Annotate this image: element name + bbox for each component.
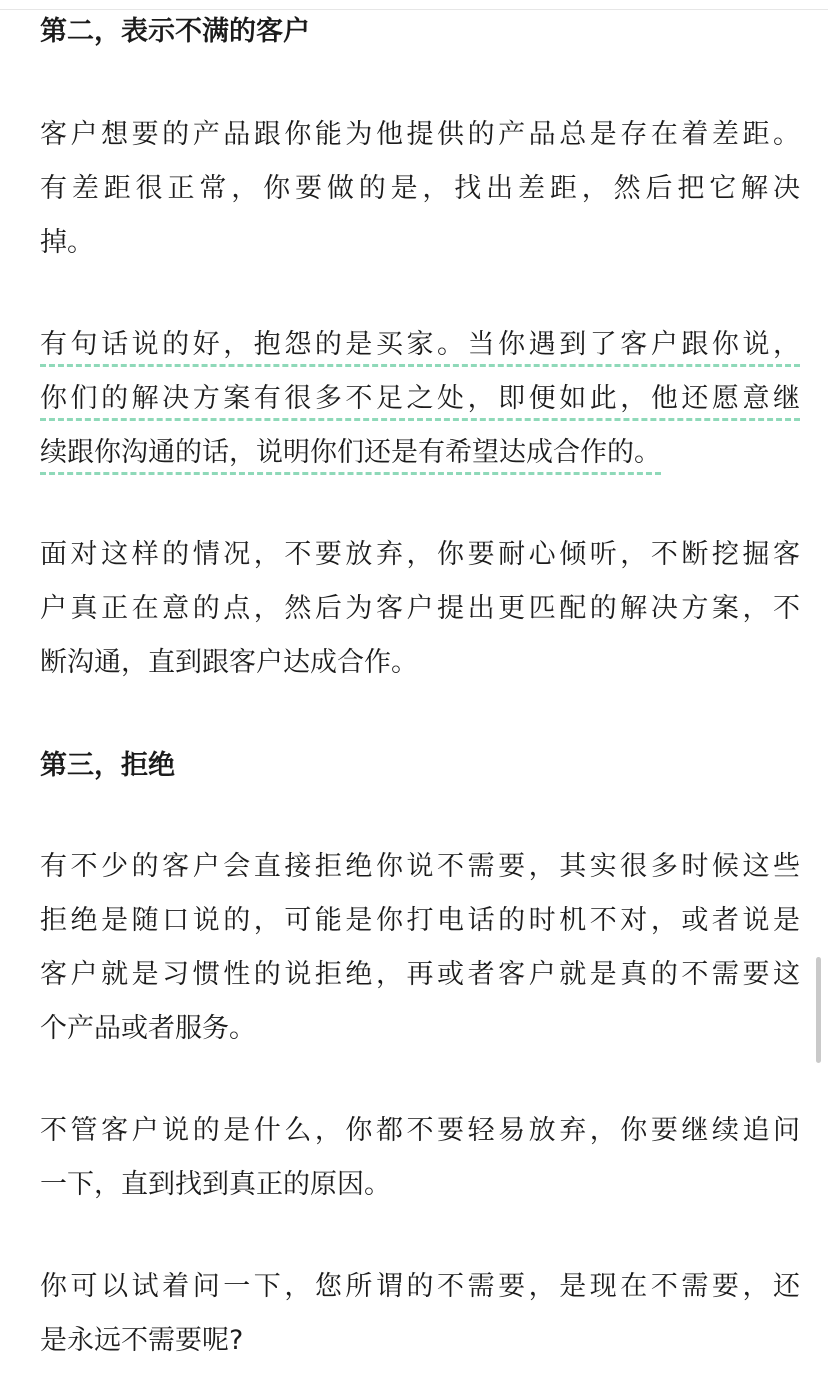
- paragraph-4: [40, 840, 800, 1056]
- paragraph-2-highlighted[interactable]: [40, 318, 800, 480]
- paragraph-line: 个产品或者服务。: [40, 1013, 256, 1044]
- paragraph-line: 不管客户说的是什么，你都不要轻易放弃，你要继续追问: [40, 1115, 800, 1146]
- paragraph-line: 有差距很正常，你要做的是，找出差距，然后把它解决: [40, 173, 800, 204]
- paragraph-line: 有不少的客户会直接拒绝你说不需要，其实很多时候这些: [40, 851, 800, 882]
- paragraph-line: 面对这样的情况，不要放弃，你要耐心倾听，不断挖掘客: [40, 539, 800, 570]
- scrollbar-thumb[interactable]: [816, 957, 821, 1063]
- paragraph-line: [40, 372, 800, 426]
- section-heading-3: 第三，拒绝: [40, 750, 175, 781]
- paragraph-line: 拒绝是随口说的，可能是你打电话的时机不对，或者说是: [40, 905, 800, 936]
- paragraph-line: 断沟通，直到跟客户达成合作。: [40, 647, 418, 678]
- paragraph-line: [40, 318, 800, 372]
- top-divider: [0, 9, 828, 10]
- paragraph-line: 掉。: [40, 227, 94, 258]
- paragraph-line: 户真正在意的点，然后为客户提出更匹配的解决方案，不: [40, 593, 800, 624]
- paragraph-line: 一下，直到找到真正的原因。: [40, 1169, 391, 1200]
- section-heading-2: 第二，表示不满的客户: [40, 16, 310, 47]
- paragraph-line: 客户就是习惯性的说拒绝，再或者客户就是真的不需要这: [40, 959, 800, 990]
- paragraph-1: [40, 108, 800, 270]
- paragraph-6: [40, 1260, 800, 1368]
- highlighted-text[interactable]: 续跟你沟通的话，说明你们还是有希望达成合作的。: [40, 437, 661, 475]
- paragraph-line: 你可以试着问一下，您所谓的不需要，是现在不需要，还: [40, 1271, 800, 1302]
- paragraph-5: [40, 1104, 800, 1212]
- paragraph-3: [40, 528, 800, 690]
- highlighted-text[interactable]: 有句话说的好，抱怨的是买家。当你遇到了客户跟你说，: [40, 329, 800, 367]
- paragraph-line: 客户想要的产品跟你能为他提供的产品总是存在着差距。: [40, 119, 800, 150]
- paragraph-line: 是永远不需要呢?: [40, 1325, 244, 1356]
- paragraph-line: [40, 426, 800, 480]
- highlighted-text[interactable]: 你们的解决方案有很多不足之处，即便如此，他还愿意继: [40, 383, 800, 421]
